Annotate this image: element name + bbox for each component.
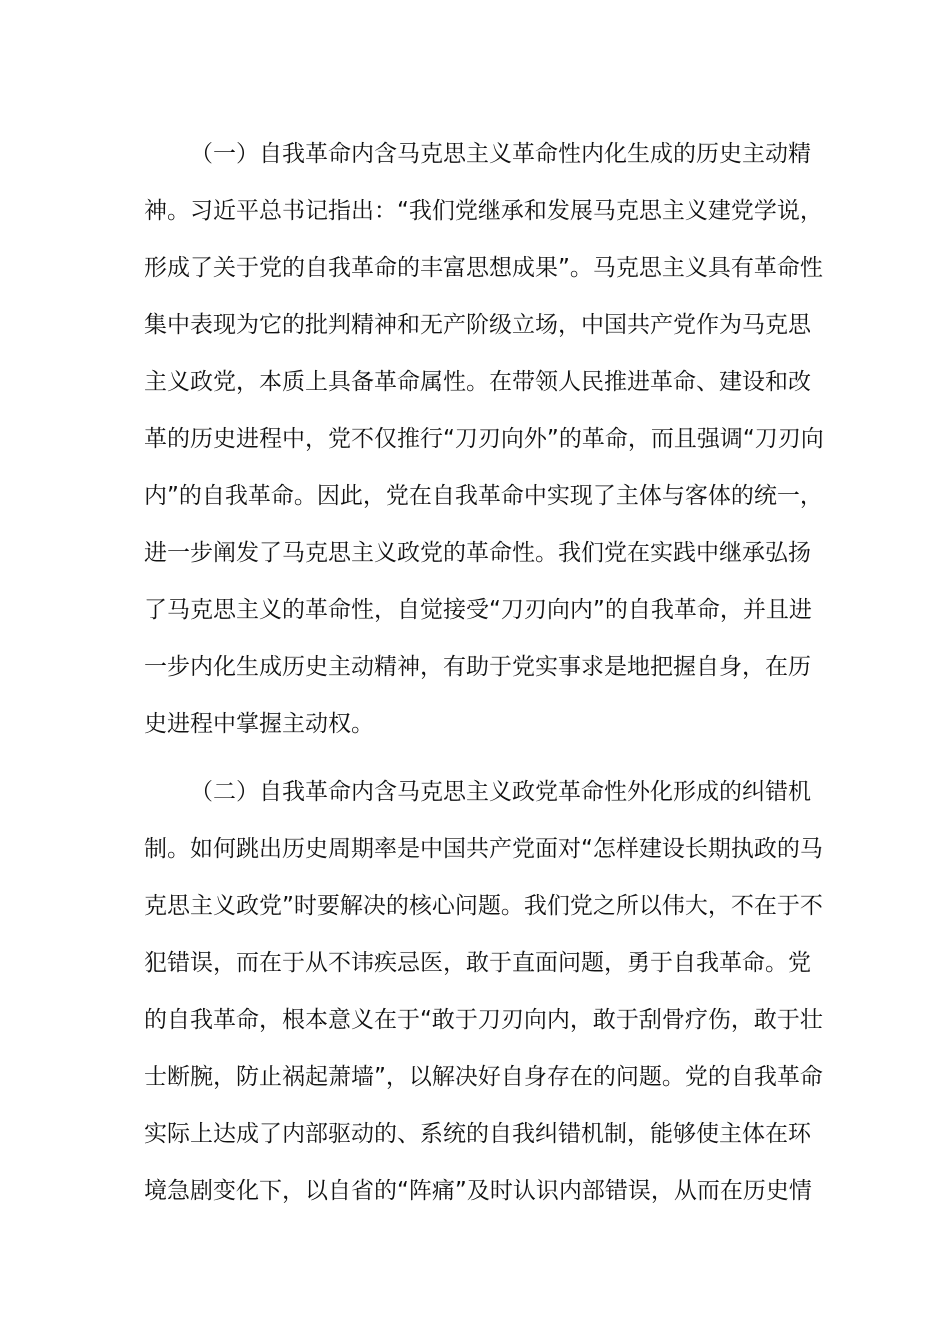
text-line: 克思主义政党”时要解决的核心问题。我们党之所以伟大，不在于不 xyxy=(144,893,823,919)
text-line: 神。习近平总书记指出：“我们党继承和发展马克思主义建党学说， xyxy=(144,198,823,224)
text-line: 一步内化生成历史主动精神，有助于党实事求是地把握自身，在历 xyxy=(144,654,811,680)
text-line: 内”的自我革命。因此，党在自我革命中实现了主体与客体的统一， xyxy=(144,483,823,509)
text-line: 实际上达成了内部驱动的、系统的自我纠错机制，能够使主体在环 xyxy=(144,1121,811,1147)
text-line: 主义政党，本质上具备革命属性。在带领人民推进革命、建设和改 xyxy=(144,369,811,395)
text-line: 进一步阐发了马克思主义政党的革命性。我们党在实践中继承弘扬 xyxy=(144,540,811,566)
text-line: 制。如何跳出历史周期率是中国共产党面对“怎样建设长期执政的马 xyxy=(144,836,823,862)
text-line: 集中表现为它的批判精神和无产阶级立场，中国共产党作为马克思 xyxy=(144,312,811,338)
text-line: 的自我革命，根本意义在于“敢于刀刃向内，敢于刮骨疗伤，敢于壮 xyxy=(144,1007,823,1033)
text-line: 了马克思主义的革命性，自觉接受“刀刃向内”的自我革命，并且进 xyxy=(144,597,812,623)
text-line: 革的历史进程中，党不仅推行“刀刃向外”的革命，而且强调“刀刃向 xyxy=(144,426,824,452)
text-line: 犯错误，而在于从不讳疾忌医，敢于直面问题，勇于自我革命。党 xyxy=(144,950,811,976)
text-line: 史进程中掌握主动权。 xyxy=(144,711,374,737)
text-line: 士断腕，防止祸起萧墙”，以解决好自身存在的问题。党的自我革命 xyxy=(144,1064,823,1090)
text-line: （一）自我革命内含马克思主义革命性内化生成的历史主动精 xyxy=(190,141,811,167)
text-line: 境急剧变化下，以自省的“阵痛”及时认识内部错误，从而在历史情 xyxy=(144,1178,812,1204)
paragraph-self-revolution-error-correction xyxy=(144,764,823,1220)
text-line: （二）自我革命内含马克思主义政党革命性外化形成的纠错机 xyxy=(190,779,811,805)
text-line: 形成了关于党的自我革命的丰富思想成果”。马克思主义具有革命性 xyxy=(144,255,823,281)
paragraph-self-revolution-historical-initiative xyxy=(144,126,824,753)
